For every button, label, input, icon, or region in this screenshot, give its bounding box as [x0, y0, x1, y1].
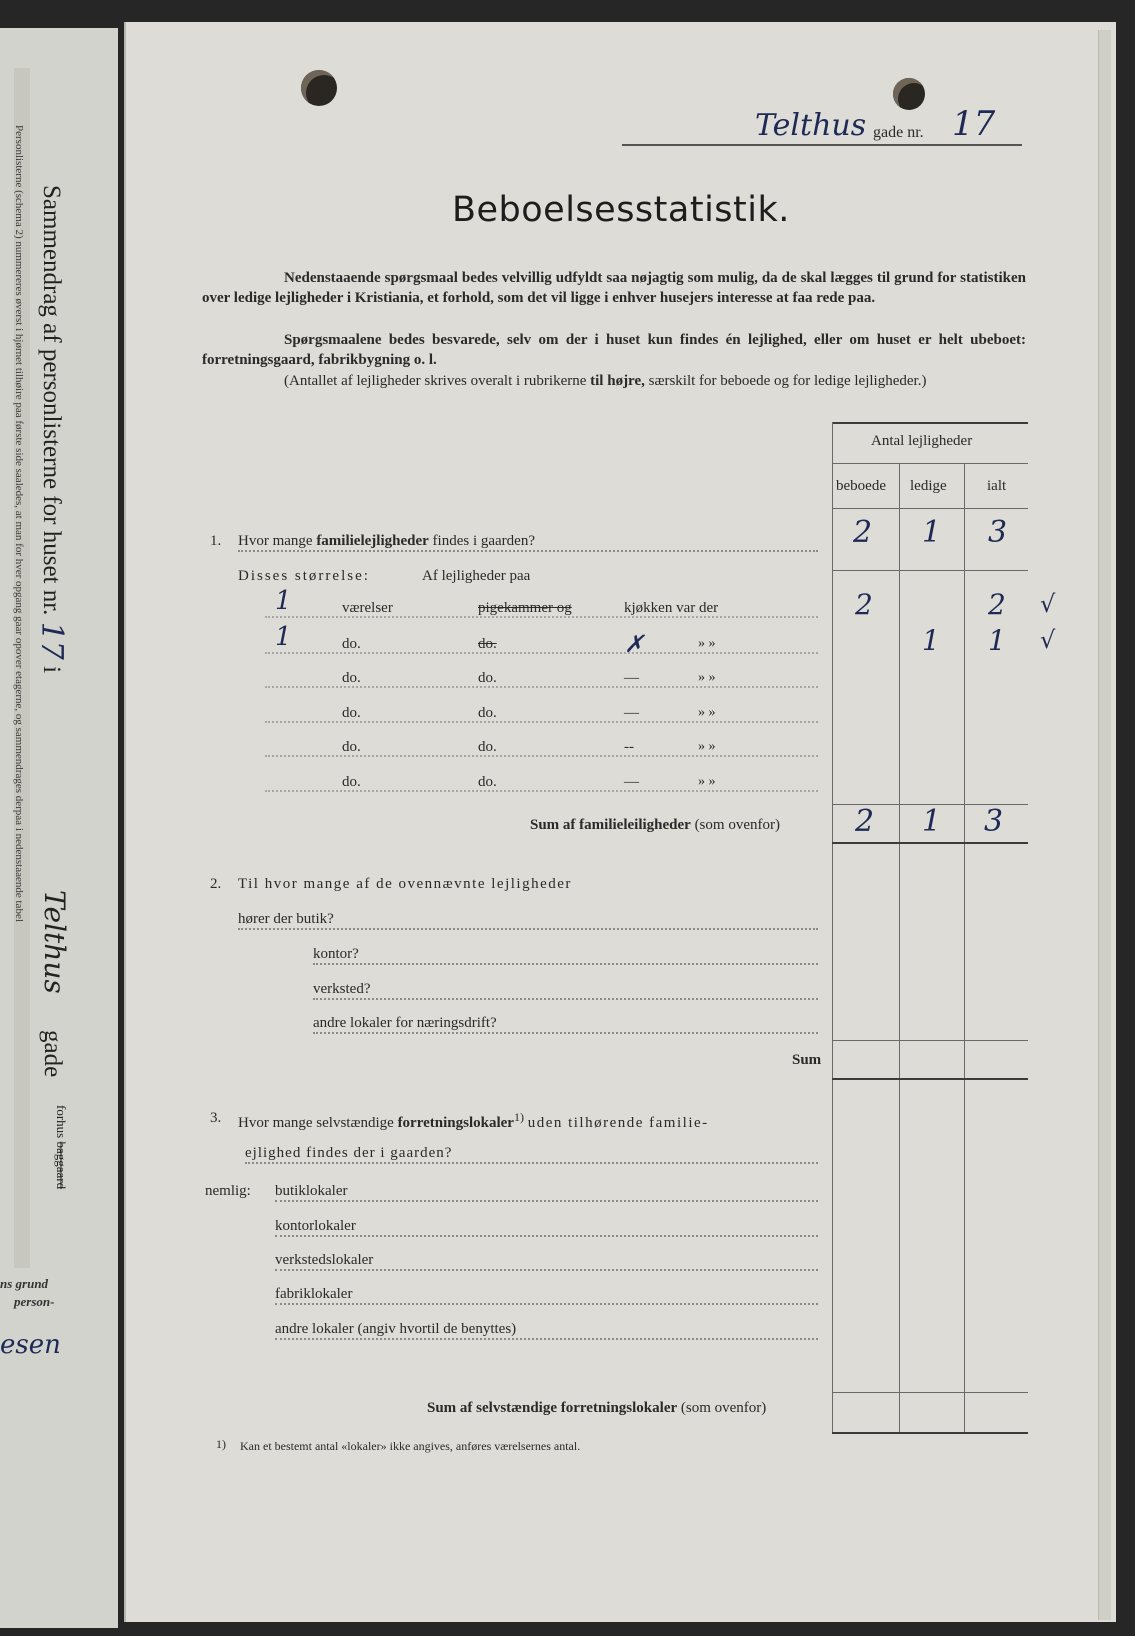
row-check: √	[1040, 590, 1056, 618]
row-vaerelser: do.	[342, 670, 361, 686]
strip-house-number: 17	[34, 621, 69, 660]
q3-item-andre: andre lokaler (angiv hvortil de benyttes)	[275, 1321, 818, 1340]
q1-answer-beboede: 2	[853, 515, 873, 550]
q2-sum-label: Sum	[792, 1052, 822, 1068]
strip-name-fragment: esen	[0, 1330, 61, 1360]
row-ialt: 2	[988, 588, 1006, 621]
strip-heading	[34, 185, 69, 674]
row-ledige: 1	[922, 624, 940, 657]
row-kjokken: —	[624, 774, 639, 790]
table-top-rule	[832, 422, 1028, 424]
row-vaerelser: værelser	[342, 600, 393, 616]
col-header-ialt: ialt	[987, 478, 1007, 494]
row-vaerelser: do.	[342, 705, 361, 721]
row-beboede: 2	[855, 588, 873, 621]
row-vaerelser: do.	[342, 774, 361, 790]
row-kjokken: —	[624, 670, 639, 686]
row-quote-marks: » »	[698, 670, 716, 685]
strip-grund: ns grund	[0, 1276, 49, 1291]
q1-sum-ledige: 1	[922, 804, 942, 839]
strip-instruction: Personlisterne (schema 2) nummereres øverst i hjørnet tilhøire paa første side saaledes, at man for hver opgang gaar opover etagerne, og sammendrages derpaa i nedenstaaende tabel	[13, 125, 25, 922]
header-number: 17	[952, 104, 996, 144]
row-pigekammer: do.	[478, 774, 497, 790]
table-sum1-rule	[832, 842, 1028, 844]
intro-paragraph-2: Spørgsmaalene bedes besvarede, selv om der i huset kun findes én lejlighed, eller om huset er helt ubeboet: forretningsgaard, fabrikbygning o. l.	[202, 332, 1026, 368]
page-title: Beboelsesstatistik.	[452, 190, 790, 230]
strip-heading-i: i	[38, 666, 65, 674]
footnote-mark: 1)	[216, 1437, 226, 1451]
footnote-text: Kan et bestemt antal «lokaler» ikke angives, anføres værelsernes antal.	[240, 1439, 581, 1453]
q3-item-kontor: kontorlokaler	[275, 1218, 818, 1237]
q1-sizes-label-b: Af lejligheder paa	[422, 568, 531, 584]
q3-text-c: ejlighed findes der i gaarden?	[245, 1145, 818, 1164]
q1-number: 1.	[210, 533, 222, 549]
table-col-rule-1	[899, 463, 900, 1432]
table-sum2-top-rule	[832, 1040, 1028, 1041]
row-quote-marks: » »	[698, 636, 716, 651]
col-header-ledige: ledige	[910, 478, 947, 494]
q1-sizes-label: Disses størrelse:	[238, 568, 370, 584]
q3-item-verksted: verkstedslokaler	[275, 1252, 818, 1271]
q1-text-a: Hvor mange	[238, 533, 313, 549]
q3-sum-bold: Sum af selvstændige forretningslokaler	[427, 1400, 678, 1416]
row-pigekammer: do.	[478, 670, 497, 686]
q3-text-bold: forretningslokaler	[397, 1115, 514, 1131]
row-kjokken: ✗	[624, 630, 645, 658]
q3-text-sup: 1)	[513, 1110, 524, 1124]
q1-answer-ledige: 1	[922, 515, 942, 550]
q3-text-a: Hvor mange selvstændige	[238, 1115, 394, 1131]
row-check: √	[1040, 626, 1056, 654]
q3-sum-label	[427, 1400, 766, 1417]
intro-p3-b: særskilt for beboede og for ledige lejligheder.)	[648, 373, 927, 389]
row-pigekammer: do.	[478, 739, 497, 755]
table-left-rule	[832, 422, 833, 1432]
q3-question	[238, 1110, 709, 1132]
table-bottom-rule	[832, 1432, 1028, 1434]
q1-text-b: findes i gaarden?	[432, 533, 535, 549]
row-pigekammer: pigekammer og	[478, 600, 572, 616]
strip-street: Telthus	[38, 890, 71, 994]
table-col-rule-2	[964, 463, 965, 1432]
table-sum3-top-rule	[832, 1392, 1028, 1393]
strip-gade: gade	[39, 1030, 66, 1078]
q2-item-andre: andre lokaler for næringsdrift?	[313, 1015, 818, 1034]
q2-item-butik: hører der butik?	[238, 911, 818, 930]
row-quote-marks: » »	[698, 739, 716, 754]
q3-item-fabrik: fabriklokaler	[275, 1286, 818, 1305]
punch-hole-left	[301, 70, 337, 106]
strip-forhus-baggaard	[54, 1105, 69, 1189]
row-pigekammer: do.	[478, 636, 497, 652]
header-underline	[622, 144, 1022, 146]
table-header-rule	[832, 463, 1028, 464]
q3-item-butik: butiklokaler	[275, 1183, 818, 1202]
q2-question: Til hvor mange af de ovennævnte lejligheder	[238, 876, 572, 892]
strip-baggaard: baggaard	[54, 1141, 69, 1190]
q3-sum-tail: (som ovenfor)	[680, 1400, 767, 1416]
row-quote-marks: » »	[698, 774, 716, 789]
q1-text-bold: familielejligheder	[316, 533, 429, 549]
strip-forhus: forhus	[54, 1105, 69, 1139]
q1-sum-ialt: 3	[984, 804, 1004, 839]
row-rooms: 1	[275, 622, 292, 652]
intro-p3-bold: til højre,	[590, 373, 645, 389]
row-kjokken: —	[624, 705, 639, 721]
row-pigekammer: do.	[478, 705, 497, 721]
q3-number: 3.	[210, 1110, 222, 1126]
q1-sum-label	[530, 817, 780, 834]
q1-sum-bold: Sum af familieleiligheder	[530, 817, 691, 833]
q2-item-kontor: kontor?	[313, 946, 818, 965]
table-q1-rule	[832, 570, 1028, 571]
intro-p3-a: (Antallet af lejligheder skrives overalt i rubrikerne	[284, 373, 587, 389]
row-kjokken: kjøkken var der	[624, 600, 719, 616]
col-header-beboede: beboede	[836, 478, 886, 494]
table-sum2-rule	[832, 1078, 1028, 1080]
row-vaerelser: do.	[342, 636, 361, 652]
punch-hole-right	[893, 78, 925, 110]
row-rooms: 1	[275, 586, 292, 616]
row-ialt: 1	[988, 624, 1006, 657]
row-quote-marks: » »	[698, 705, 716, 720]
row-kjokken: --	[624, 739, 634, 755]
q1-sum-beboede: 2	[855, 804, 875, 839]
q1-sum-tail: (som ovenfor)	[694, 817, 780, 833]
strip-heading-prefix: Sammendrag af personlisterne for huset nr.	[38, 185, 65, 616]
q2-item-verksted: verksted?	[313, 981, 818, 1000]
q1-answer-ialt: 3	[988, 515, 1008, 550]
q2-number: 2.	[210, 876, 222, 892]
header-street: Telthus	[755, 108, 867, 143]
q1-question	[238, 533, 818, 552]
page-edge	[1098, 30, 1111, 1620]
intro-paragraph-1: Nedenstaaende spørgsmaal bedes velvillig udfyldt saa nøjagtig som mulig, da de skal lægges til grund for statistiken over ledige lejligheder i Kristiania, et forhold, som det vil ligge i enhver husejers interesse at faa rede paa.	[202, 270, 1026, 306]
strip-person: person-	[14, 1294, 55, 1309]
q3-nemlig: nemlig:	[205, 1183, 251, 1199]
table-subheader-rule	[832, 508, 1028, 509]
row-vaerelser: do.	[342, 739, 361, 755]
header-gade-nr: gade nr.	[873, 124, 924, 141]
q3-text-b: uden tilhørende familie-	[527, 1115, 709, 1131]
table-group-header: Antal lejligheder	[871, 433, 973, 449]
intro-paragraph-3	[202, 371, 1026, 391]
